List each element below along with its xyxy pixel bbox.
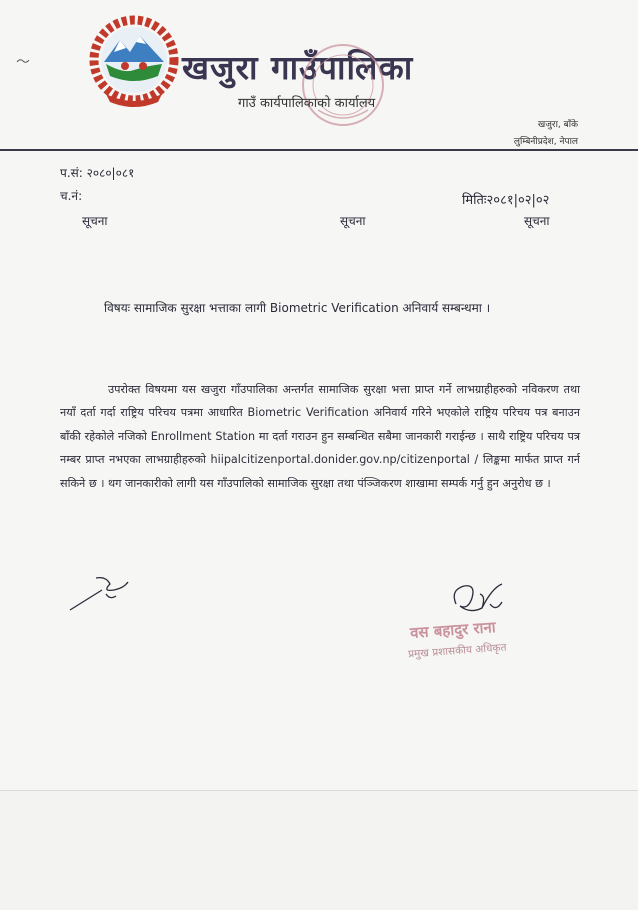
- notice-heading-right: सूचना: [524, 214, 550, 228]
- notice-heading-left: सूचना: [82, 214, 108, 228]
- office-stamp-icon: [298, 30, 388, 140]
- scan-mark-icon: [16, 58, 30, 64]
- address-line-2: लुम्बिनीप्रदेश, नेपाल: [513, 137, 578, 147]
- letter-body-text: उपरोक्त विषयमा यस खजुरा गाँउपालिका अन्तर्गत सामाजिक सुरक्षा भत्ता प्राप्त गर्ने लाभग्राहीहरुको नविकरण तथा नयाँ दर्ता गर्दा राष्ट्रिय परिचय पत्रमा आधारित Biometric Verification अनिवार्य गरिने भएकोले राष्ट्रिय परिचय पत्र बनाउन बाँकी रहेकोले नजिको Enrollment Station मा दर्ता गराउन हुन सम्बन्धित सबैमा जानकारी गराईन्छ । साथै राष्ट्रिय परिचय पत्र नम्बर प्राप्त नभएका लाभग्राहीहरुको hiipalcitizenportal.donider.gov.np/citizenportal / लिङ्कमा मार्फत प्राप्त गर्न सकिने छ । थग जानकारीको लागी यस गाँउपालिको सामाजिक सुरक्षा तथा पंञ्जिकरण शाखामा सम्पर्क गर्नु हुन अनुरोध छ ।: [60, 383, 580, 490]
- handwritten-mark-icon: [66, 570, 136, 616]
- signer-title: प्रमुख प्रशासकीय अधिकृत: [407, 641, 507, 661]
- nepal-emblem-icon: [84, 14, 184, 110]
- letter-body: [60, 378, 580, 495]
- blank-lower-area: [0, 791, 638, 910]
- header-divider: [0, 149, 638, 151]
- office-name: गाउँ कार्यपालिकाको कार्यालय: [238, 96, 376, 111]
- dispatch-number: च.नं:: [60, 189, 83, 203]
- signer-name: वस बहादुर राना: [409, 618, 497, 642]
- address-line-1: खजुरा, बाँके: [537, 120, 578, 130]
- org-name: खजुरा गाउँपालिका: [182, 48, 414, 87]
- letter-date: मितिः२०८१|०२|०२: [462, 193, 550, 208]
- reference-number: प.सं: २०८०|०८१: [60, 166, 135, 180]
- notice-heading-center: सूचना: [340, 214, 366, 228]
- letter-subject: विषयः सामाजिक सुरक्षा भत्ताका लागी Biometric Verification अनिवार्य सम्बन्धमा ।: [104, 301, 491, 315]
